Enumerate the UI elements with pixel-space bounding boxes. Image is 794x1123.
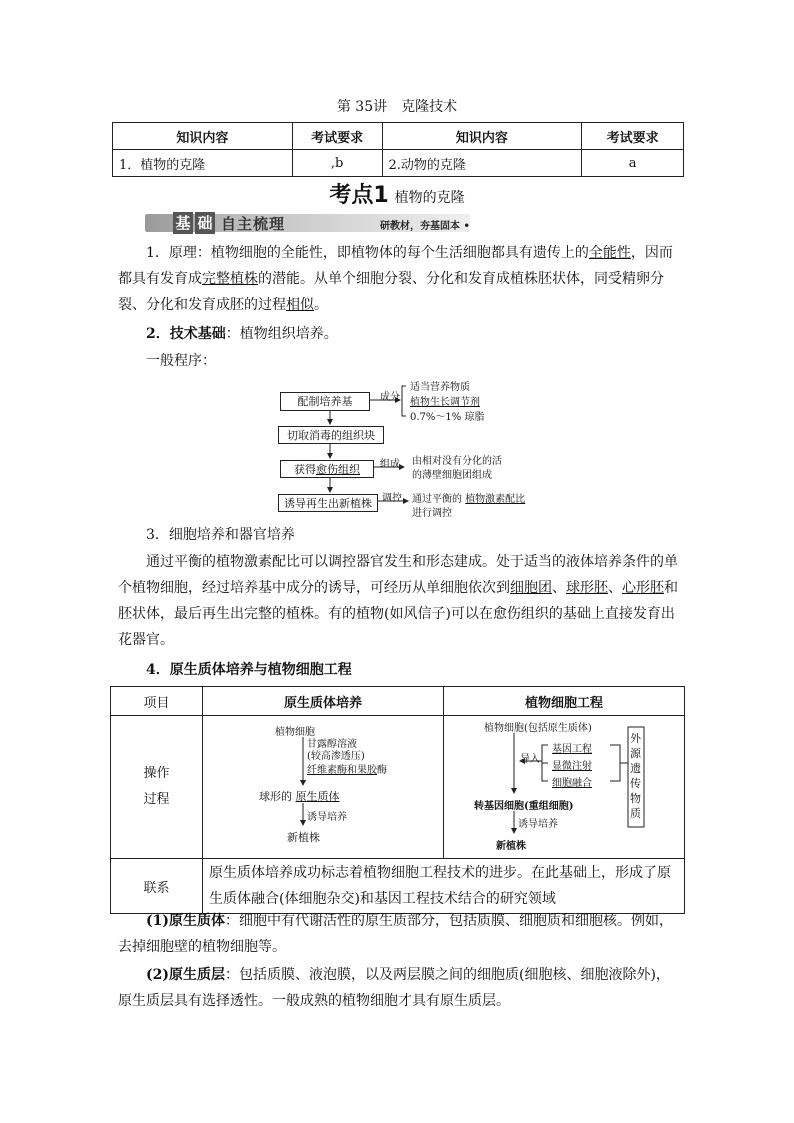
bold-term: 2．技术基础	[146, 326, 226, 342]
header-cell: 考试要求	[292, 123, 382, 150]
control-description-1	[412, 490, 525, 505]
bold-term: (1)原生质体	[146, 913, 225, 929]
flow-step-medium: 配制培养基	[280, 392, 370, 411]
header-cell: 植物细胞工程	[444, 687, 685, 716]
header-cell: 项目	[111, 687, 203, 716]
eng-transgenic-cell: 转基因细胞(重组细胞)	[474, 801, 574, 812]
requirement-table	[112, 122, 684, 177]
component-nutrients: 适当营养物质	[410, 382, 470, 393]
underlined-term: 纤维素酶和果胶	[307, 765, 377, 776]
paragraph-principle	[118, 240, 678, 318]
flow-step-regenerate: 诱导再生出新植株	[278, 494, 378, 512]
proto-spherical	[259, 788, 340, 804]
proto-new-plant: 新植株	[287, 831, 320, 844]
text: 1．原理：植物细胞的全能性，即植物体的每个生活细胞都具有遗传上的	[146, 245, 589, 261]
note-protoplasmic-layer	[118, 962, 678, 1014]
eng-method-injection: 显微注射	[552, 761, 592, 772]
text: 、	[552, 580, 566, 596]
banner-text: 自主梳理	[221, 215, 286, 233]
eng-exogenous-material: 外源遗传物质	[630, 732, 641, 820]
component-regulators: 植物生长调节剂	[410, 397, 480, 408]
note-protoplast	[118, 908, 678, 960]
general-procedure-label: 一般程序：	[146, 353, 216, 369]
underlined-term: 植物激素配比	[465, 494, 526, 505]
text: 酶	[377, 765, 387, 776]
text: 球形的	[259, 790, 296, 803]
paragraph-cell-culture	[118, 549, 678, 653]
comparison-table	[110, 686, 685, 914]
underlined-term: 愈伤组织	[316, 463, 360, 476]
banner-tag: 研教材，夯基固本 •	[380, 221, 470, 232]
text: 的潜能。从单个细胞分裂、分化和发育成植株胚状体，同受精卵分裂、分化和发育成胚的过程	[118, 271, 664, 313]
eng-method-genetic: 基因工程	[552, 744, 592, 755]
table-cell: 联系	[111, 859, 203, 914]
flow-step-explant: 切取消毒的组织块	[278, 426, 384, 444]
eng-new-plant: 新植株	[496, 841, 526, 852]
row-label: 过程	[143, 792, 170, 807]
header-cell: 知识内容	[113, 123, 293, 150]
text: 通过平衡的	[412, 494, 466, 505]
table-cell	[203, 716, 444, 859]
text: ：包括质膜、液泡膜，以及两层膜之间的细胞质(细胞核、细胞液除外)，原生质层具有选择透性。一般成熟的植物细胞才具有原生质层。	[118, 967, 670, 1009]
lecture-title: 第 35讲 克隆技术	[336, 99, 458, 115]
underlined-term: 原生质体	[295, 790, 340, 803]
banner-char: 基	[173, 212, 193, 234]
kaodian-label: 考点1	[329, 183, 389, 208]
section-heading	[0, 178, 794, 209]
table-row	[111, 716, 685, 859]
control-description-2: 进行调控	[412, 508, 452, 519]
flow-label-components: 成分	[380, 392, 400, 403]
callus-description-2: 的薄壁细胞团组成	[412, 470, 492, 481]
proto-plant-cell: 植物细胞	[275, 727, 315, 738]
proto-reagent-osmotic: (较高渗透压)	[307, 751, 365, 762]
table-cell: 1．植物的克隆	[113, 150, 293, 177]
eng-method-fusion: 细胞融合	[552, 778, 592, 789]
procedure-flowchart	[270, 380, 570, 520]
callus-description-1: 由相对没有分化的活	[412, 456, 502, 467]
section-banner	[145, 212, 470, 234]
underlined-term: 心形胚	[622, 580, 664, 596]
table-cell	[111, 716, 203, 859]
header-cell: 考试要求	[582, 123, 684, 150]
table-cell	[444, 716, 685, 859]
text: 获得	[294, 463, 316, 476]
table-header-row	[111, 687, 685, 716]
eng-induce: 诱导培养	[518, 819, 558, 830]
flow-step-callus	[280, 460, 374, 478]
table-row	[111, 859, 685, 914]
text: 、	[608, 580, 622, 596]
table-cell: a	[582, 150, 684, 177]
section-4-title: 4．原生质体培养与植物细胞工程	[146, 662, 352, 678]
underlined-term: 细胞团	[510, 580, 552, 596]
table-cell: 原生质体培养成功标志着植物细胞工程技术的进步。在此基础上，形成了原生质体融合(体细胞杂交)和基因工程技术结合的研究领域	[203, 859, 685, 914]
protoplast-diagram	[203, 717, 443, 857]
table-header-row	[113, 123, 684, 150]
flow-label-composition: 组成	[380, 459, 400, 470]
section-3-title: 3．细胞培养和器官培养	[146, 527, 295, 543]
proto-reagent-enzyme	[307, 761, 387, 776]
underlined-term: 相似	[286, 297, 314, 313]
eng-plant-cell: 植物细胞(包括原生质体)	[484, 723, 592, 734]
header-cell: 知识内容	[382, 123, 582, 150]
text: ，因而都具有发育成	[118, 245, 673, 287]
underlined-term: 球形胚	[566, 580, 608, 596]
component-agar: 0.7%～1% 琼脂	[410, 412, 485, 423]
header-cell: 原生质体培养	[203, 687, 444, 716]
kaodian-title: 植物的克隆	[394, 190, 465, 206]
row-label: 操作	[143, 766, 170, 781]
text: 通过平衡的植物激素配比可以调控器官发生和形态建成。处于适当的液体培养条件的单个植物细胞，经过培养基中成分的诱导，可经历从单细胞依次到	[118, 554, 678, 596]
text: ：细胞中有代谢活性的原生质部分，包括质膜、细胞质和细胞核。例如，去掉细胞壁的植物细胞等。	[118, 913, 673, 955]
eng-intro: 导入	[520, 754, 540, 765]
cell-engineering-diagram	[444, 717, 684, 857]
flow-label-control: 调控	[382, 493, 402, 504]
table-row	[113, 150, 684, 177]
banner-char: 础	[195, 212, 215, 234]
text: ：植物组织培养。	[225, 326, 338, 342]
text: 。	[314, 297, 328, 313]
table-cell: 2.动物的克隆	[382, 150, 582, 177]
paragraph-technique	[118, 321, 678, 347]
underlined-term: 全能性	[588, 245, 631, 261]
proto-reagent-mannitol: 甘露醇溶液	[307, 739, 357, 750]
underlined-term: 完整植株	[202, 271, 258, 287]
bold-term: (2)原生质层	[146, 967, 225, 983]
text: 和胚状体，最后再生出完整的植株。有的植物(如风信子)可以在愈伤组织的基础上直接发育出花器官。	[118, 580, 678, 648]
proto-induce: 诱导培养	[307, 812, 347, 823]
table-cell: ,b	[292, 150, 382, 177]
